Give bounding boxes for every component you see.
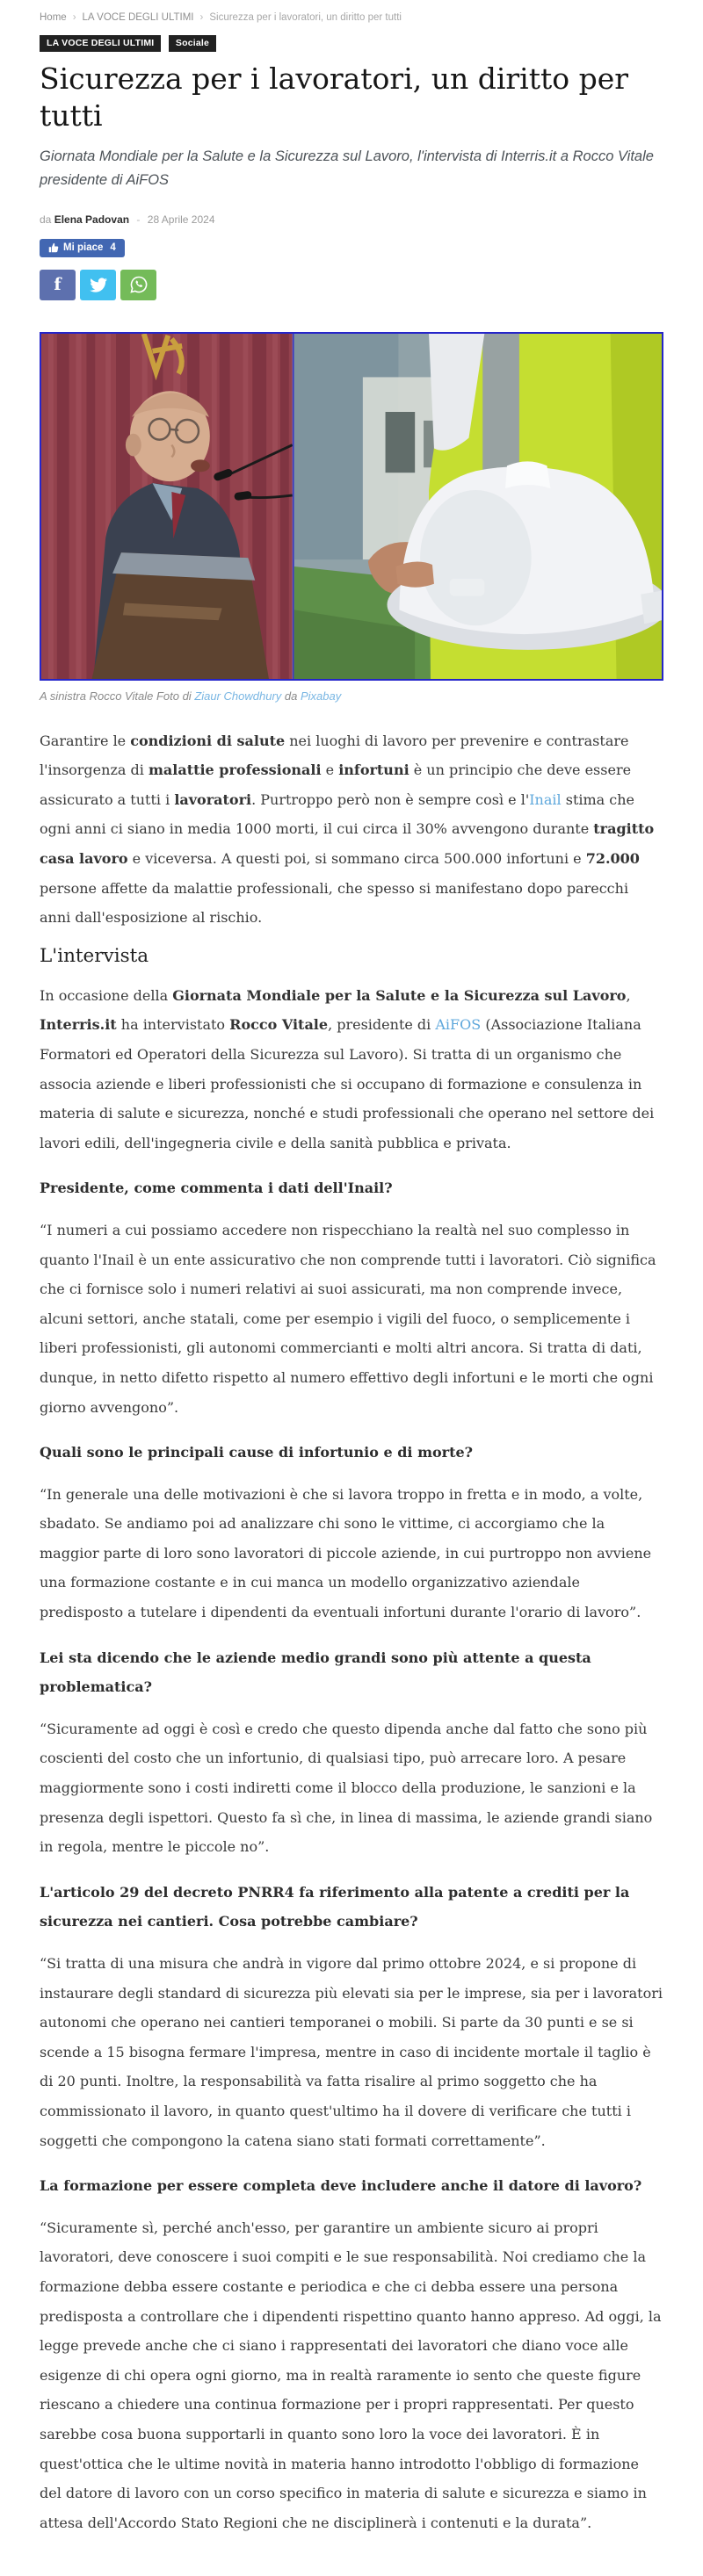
byline-separator: - xyxy=(136,213,141,226)
caption-text: da xyxy=(281,689,301,704)
bold-text: malattie professionali xyxy=(148,761,322,779)
twitter-icon xyxy=(90,278,107,292)
worker-photo xyxy=(294,334,662,680)
body-text: (Associazione Italiana Formatori ed Operatori della Sicurezza sul Lavoro). Si tratta di un organismo che associa aziende e liberi professionisti che si occupano di formazione e consulenza in materia di salute e sicurezza, nonché e studi professionali che operano nel settore dei lavori edili, dell'ingegneria civile e della sanità pubblica e privata. xyxy=(40,1016,655,1151)
article-image xyxy=(40,332,663,682)
interview-question xyxy=(40,1878,663,1937)
share-buttons xyxy=(40,270,663,300)
worker-hand xyxy=(395,561,434,587)
byline xyxy=(40,213,663,226)
facebook-like-button[interactable] xyxy=(40,239,125,257)
like-label: Mi piace xyxy=(63,242,104,253)
body-text: Quali sono le principali cause di infortunio e di morte? xyxy=(40,1444,474,1461)
interview-question xyxy=(40,1438,663,1468)
article-paragraph xyxy=(40,1714,663,1862)
thumb-up-icon xyxy=(48,242,59,253)
interview-question xyxy=(40,1173,663,1203)
article-figure xyxy=(40,332,663,705)
body-text: La formazione per essere completa deve includere anche il datore di lavoro? xyxy=(40,2177,642,2195)
facebook-icon: f xyxy=(54,275,62,295)
body-text: nei luoghi di lavoro per prevenire e contrastare l'insorgenza di xyxy=(40,732,629,779)
bold-text: condizioni di salute xyxy=(130,732,286,749)
body-text: persone affette da malattie professionali, che spesso si manifestano dopo parecchi anni dall'esposizione al rischio. xyxy=(40,879,629,927)
article-body xyxy=(40,726,663,2538)
article-paragraph xyxy=(40,1480,663,1627)
bold-text: Rocco Vitale xyxy=(229,1016,329,1034)
interview-question xyxy=(40,2171,663,2201)
body-text: ha intervistato xyxy=(116,1016,230,1034)
body-text: è un principio che deve essere assicurato a tutti i xyxy=(40,761,632,808)
article-paragraph xyxy=(40,726,663,933)
author-link[interactable]: Elena Padovan xyxy=(54,213,130,226)
bold-text: tragitto casa lavoro xyxy=(40,820,655,867)
body-text: Presidente, come commenta i dati dell'Inail? xyxy=(40,1180,393,1197)
like-count: 4 xyxy=(110,242,116,253)
inline-link[interactable]: AiFOS xyxy=(435,1016,482,1034)
bold-text: 72.000 xyxy=(585,850,640,867)
section-heading: L'intervista xyxy=(40,944,149,967)
interview-question xyxy=(40,1643,663,1702)
bold-text: lavoratori xyxy=(174,790,252,808)
body-text: “I numeri a cui possiamo accedere non rispecchiano la realtà nel suo complesso in quanto l'Inail è un ente assicurativo che non comprende tutti i lavoratori. Ciò significa che ci fornisce solo i numeri relativi ai suoi assicurati, ma non comprende invece, alcuni settori, anche statali, come per esempio i vigili del fuoco, o semplicemente i liberi professionisti, gli autonomi commercianti e molti altri ancora. Si tratta di dati, dunque, in netto difetto rispetto al numero effettivo degli infortuni e le morti che ogni giorno avvengono”. xyxy=(40,1221,656,1416)
article-paragraph xyxy=(40,1949,663,2155)
image-caption xyxy=(40,689,663,704)
article-paragraph xyxy=(40,981,663,1158)
caption-text: A sinistra Rocco Vitale Foto di xyxy=(40,689,195,704)
body-text: , presidente di xyxy=(328,1016,436,1034)
caption-credit-link[interactable]: Ziaur Chowdhury xyxy=(194,689,282,704)
speaker-photo xyxy=(41,334,293,680)
article-subtitle: Giornata Mondiale per la Salute e la Sicurezza sul Lavoro, l'intervista di Interris.it a Rocco Vitale presidente di AiFOS xyxy=(40,148,654,189)
bold-text: Interris.it xyxy=(40,1016,117,1034)
body-text: stima che ogni anni ci siano in media 1000 morti, il cui circa il 30% avvengono durante xyxy=(40,790,635,838)
tag-sociale[interactable]: Sociale xyxy=(169,35,216,52)
breadcrumb-separator: › xyxy=(199,12,204,23)
body-text: Garantire le xyxy=(40,732,131,749)
article-paragraph xyxy=(40,2213,663,2538)
breadcrumb-home[interactable]: Home xyxy=(40,12,67,23)
share-twitter-button[interactable] xyxy=(80,270,116,300)
body-text: “Sicuramente sì, perché anch'esso, per garantire un ambiente sicuro ai propri lavoratori, deve conoscere i suoi compiti e le sue responsabilità. Noi crediamo che la formazione debba essere costante e periodica e che ci debba essere una persona predisposta a controllare che i dipendenti rispettino quanto hanno appreso. Ad oggi, la legge prevede anche che ci siano i rappresentati dei lavoratori che diano voce alle esigenze di chi opera ogni giorno, ma in realtà raramente io sento che queste figure riescano a chiedere una continua formazione per i propri rappresentati. Per questo sarebbe cosa buona supportarli in quanto sono loro la voce dei lavoratori. È in quest'ottica che le ultime novità in materia hanno introdotto l'obbligo di formazione del datore di lavoro con un corso specifico in materia di salute e sicurezza e siamo in attesa dell'Accordo Stato Regioni che ne disciplinerà i contenuti e la durata”. xyxy=(40,2219,662,2531)
body-text: “Si tratta di una misura che andrà in vigore dal primo ottobre 2024, e si propone di instaurare degli standard di sicurezza più elevati sia per le imprese, sia per i lavoratori autonomi che operano nei cantieri temporanei o mobili. Si parte da 30 punti e se si scende a 15 bisogna fermare l'impresa, mentre in caso di incidente mortale il taglio è di 20 punti. Inoltre, la responsabilità va fatta risalire al primo soggetto che ha commissionato il lavoro, in quanto quest'ultimo ha il dovere di verificare che tutti i soggetti che compongono la catena siano stati formati correttamente”. xyxy=(40,1955,663,2149)
body-text: In occasione della xyxy=(40,986,173,1004)
bold-text: Giornata Mondiale per la Salute e la Sicurezza sul Lavoro xyxy=(172,986,627,1004)
podium xyxy=(91,552,269,679)
body-text: “In generale una delle motivazioni è che si lavora troppo in fretta e in modo, a volte, sbadato. Se andiamo poi ad analizzare chi sono le vittime, ci accorgiamo che la maggior parte di loro sono lavoratori di piccole aziende, in cui purtroppo non avviene una formazione costante e in cui manca un modello organizzativo aziendale predisposto a tutelare i dipendenti da eventuali infortuni durante l'orario di lavoro”. xyxy=(40,1485,652,1621)
tag-la-voce-degli-ultimi[interactable]: LA VOCE DEGLI ULTIMI xyxy=(40,35,161,52)
whatsapp-icon xyxy=(130,276,148,293)
body-text: Lei sta dicendo che le aziende medio grandi sono più attente a questa problematica? xyxy=(40,1649,591,1696)
body-text: , xyxy=(626,986,631,1004)
tag-row xyxy=(40,34,663,52)
article-paragraph xyxy=(40,1216,663,1422)
body-text: e viceversa. A questi poi, si sommano circa 500.000 infortuni e xyxy=(127,850,586,867)
share-whatsapp-button[interactable] xyxy=(120,270,156,300)
body-text: L'articolo 29 del decreto PNRR4 fa riferimento alla patente a crediti per la sicurezza nei cantieri. Cosa potrebbe cambiare? xyxy=(40,1883,630,1930)
breadcrumb-category[interactable]: LA VOCE DEGLI ULTIMI xyxy=(82,12,194,23)
bold-text: infortuni xyxy=(338,761,409,779)
share-facebook-button[interactable] xyxy=(40,270,76,300)
breadcrumb-separator: › xyxy=(72,12,76,23)
body-text: e xyxy=(321,761,339,779)
body-text: “Sicuramente ad oggi è così e credo che questo dipenda anche dal fatto che sono più coscienti del costo che un infortunio, di qualsiasi tipo, può arrecare loro. A pesare maggiormente sono i costi indiretti come il blocco della produzione, le sanzioni e la presenza degli ispettori. Questo fa sì che, in linea di massima, le aziende grandi siano in regola, mentre le piccole no”. xyxy=(40,1720,653,1856)
inline-link[interactable]: Inail xyxy=(529,790,562,808)
publish-date: 28 Aprile 2024 xyxy=(147,213,215,226)
byline-prefix: da xyxy=(40,213,52,226)
caption-source-link[interactable]: Pixabay xyxy=(301,689,342,704)
breadcrumb-current: Sicurezza per i lavoratori, un diritto per tutti xyxy=(209,12,402,23)
body-text: . Purtroppo però non è sempre così e l' xyxy=(251,790,530,808)
breadcrumb xyxy=(40,12,663,23)
page-title: Sicurezza per i lavoratori, un diritto per tutti xyxy=(40,61,629,133)
